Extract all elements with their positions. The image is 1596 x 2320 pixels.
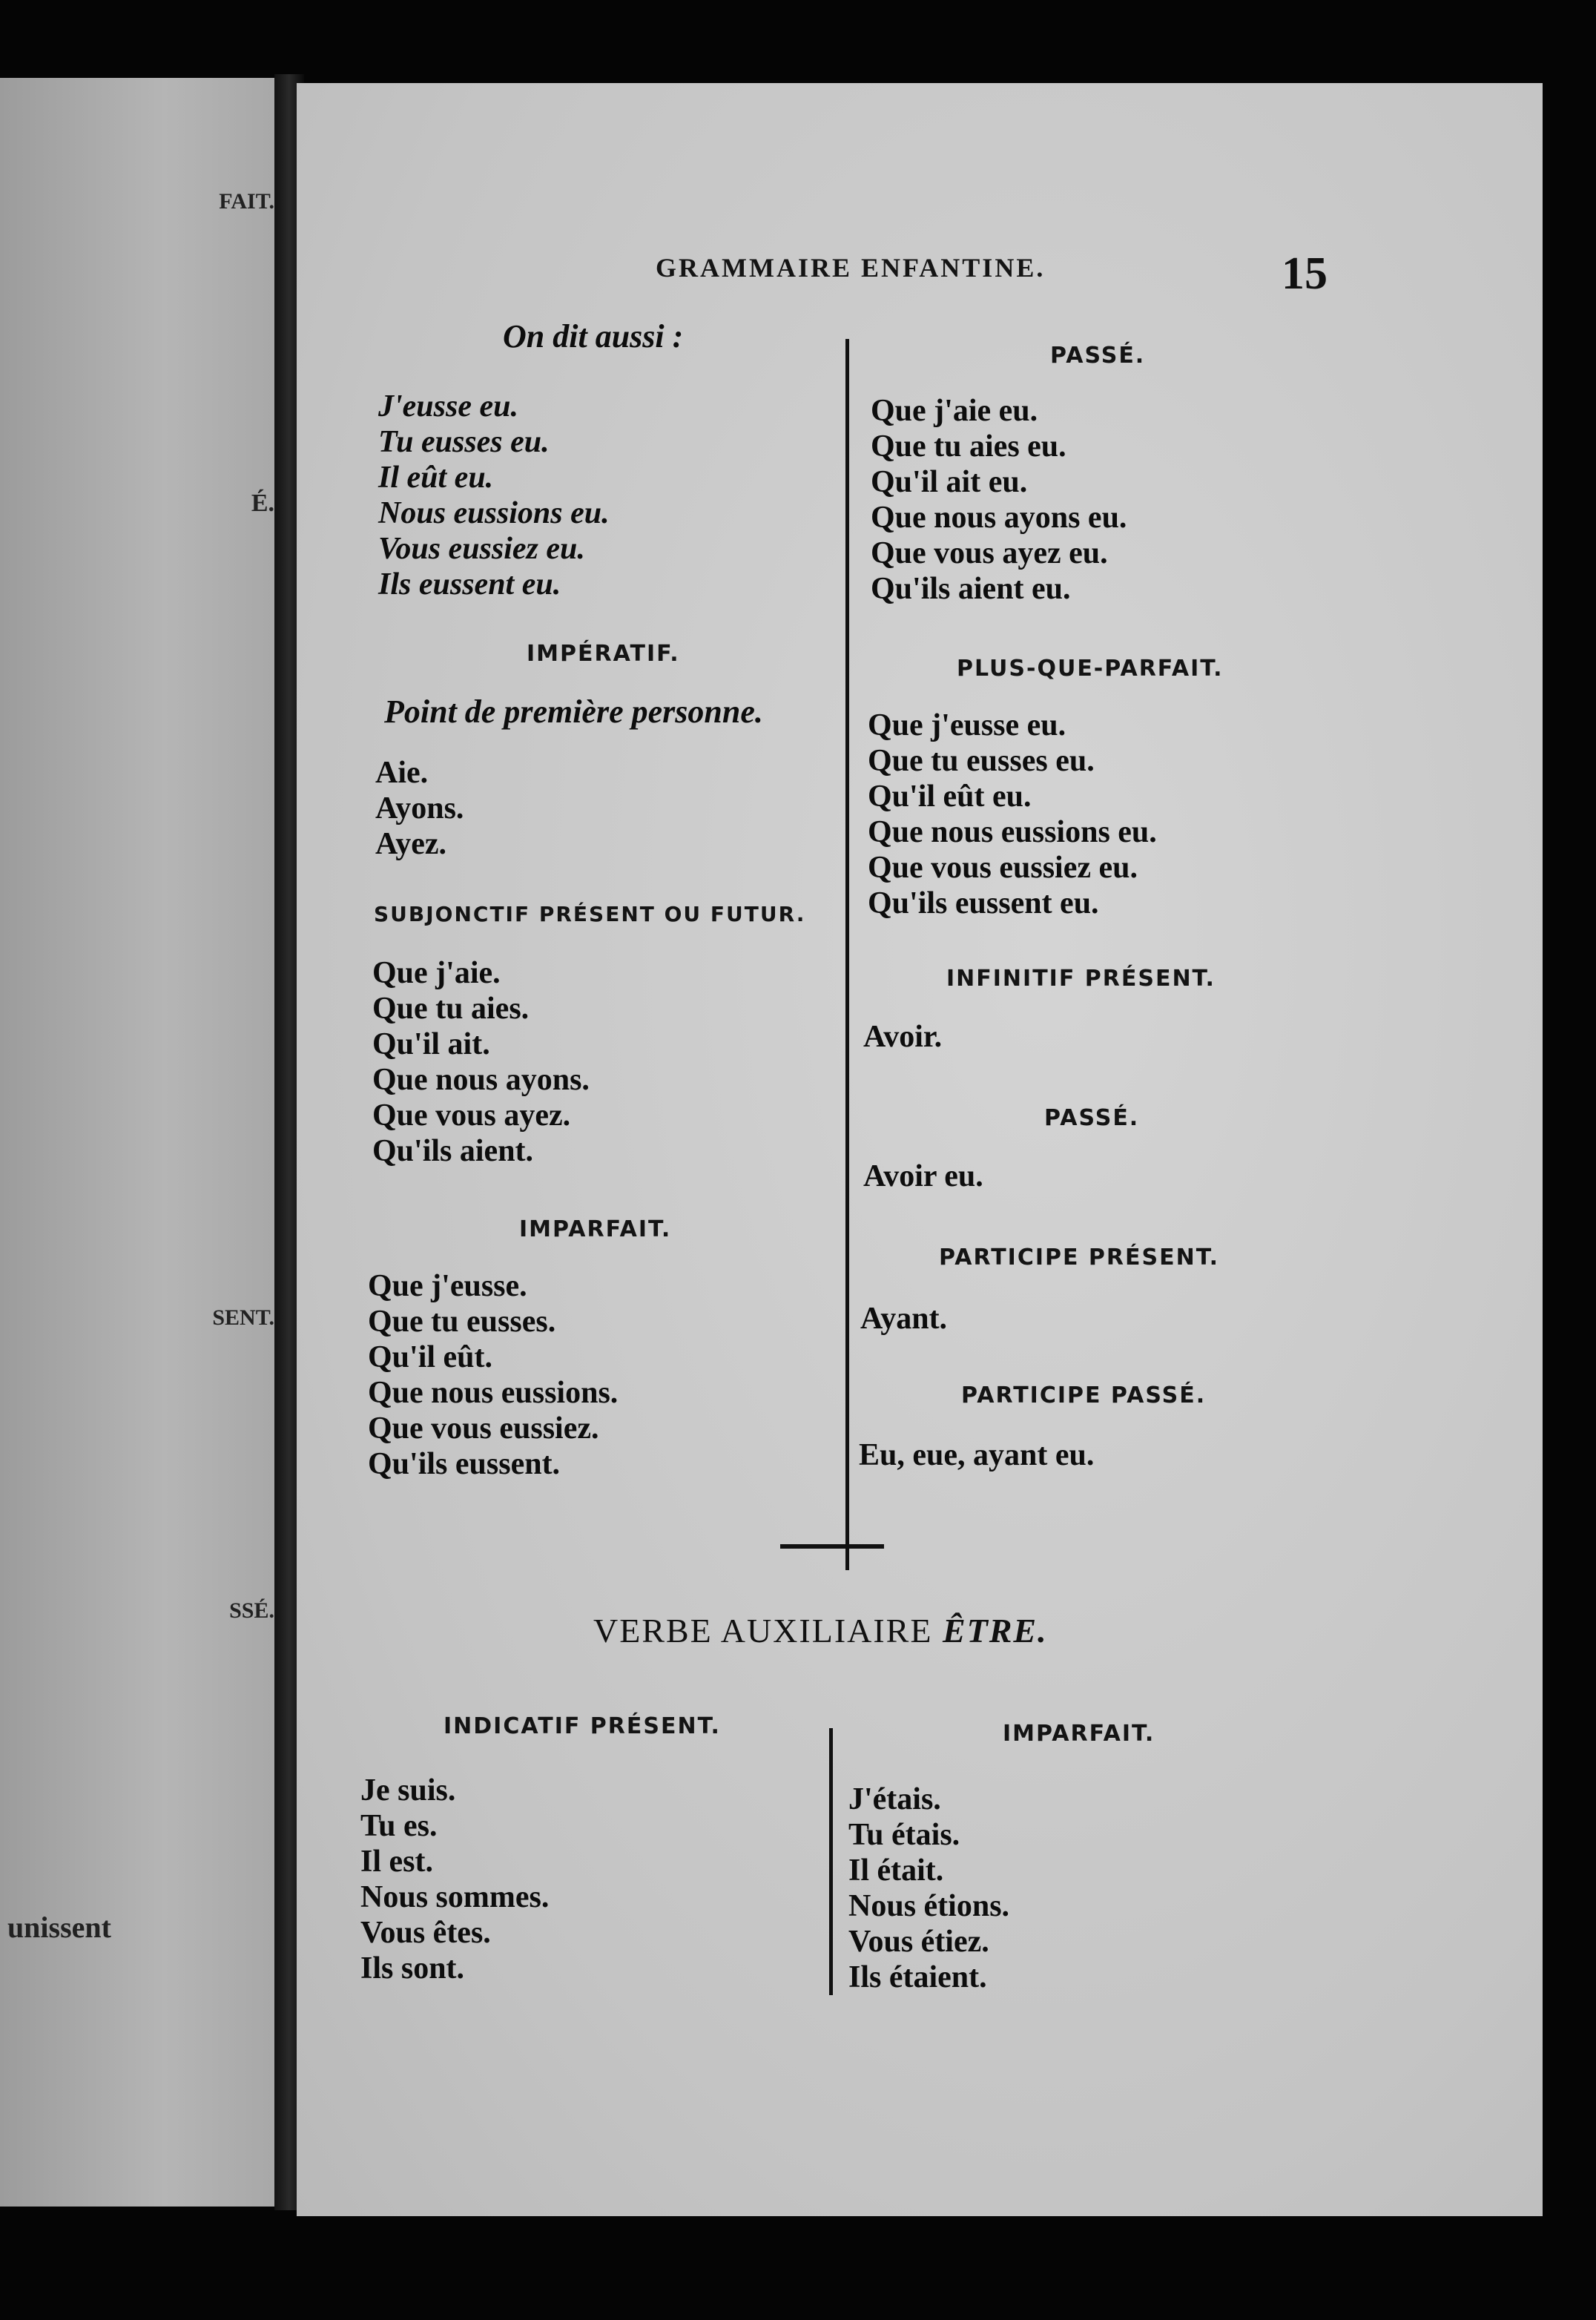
- conjugation-line: Qu'ils aient eu.: [871, 572, 1071, 606]
- conjugation-line: Nous eussions eu.: [378, 496, 610, 530]
- conjugation-line: Que nous eussions.: [368, 1376, 619, 1410]
- conjugation-line: Qu'ils eussent eu.: [868, 886, 1099, 920]
- conjugation-line: Ayons.: [375, 791, 464, 825]
- left-fragment: SENT.: [212, 1305, 274, 1330]
- section-title-verb: ÊTRE.: [942, 1612, 1048, 1650]
- left-fragment: SSÉ.: [229, 1598, 274, 1623]
- left-fragment: É.: [251, 490, 274, 517]
- left-fragment: FAIT.: [219, 189, 274, 214]
- conjugation-line: Tu eusses eu.: [378, 425, 550, 459]
- conjugation-line: Ils sont.: [360, 1951, 465, 1985]
- conjugation-line: Que j'aie.: [372, 956, 501, 990]
- imperatif-heading: IMPÉRATIF.: [527, 641, 680, 667]
- conjugation-line: Vous étiez.: [848, 1925, 989, 1959]
- imparfait-heading: IMPARFAIT.: [519, 1216, 672, 1242]
- conjugation-line: Vous êtes.: [360, 1916, 491, 1950]
- conjugation-line: Que tu aies.: [372, 992, 530, 1026]
- conjugation-line: Que nous ayons.: [372, 1063, 590, 1097]
- imperatif-list: [375, 755, 464, 862]
- on-dit-aussi-heading: On dit aussi :: [503, 318, 684, 355]
- conjugation-line: Il est.: [360, 1845, 433, 1879]
- conjugation-line: Que nous eussions eu.: [868, 815, 1157, 849]
- conjugation-line: Que j'aie eu.: [871, 394, 1038, 428]
- etre-imparfait-heading: IMPARFAIT.: [1003, 1721, 1155, 1747]
- conjugation-line: J'étais.: [848, 1782, 941, 1816]
- page-number: 15: [1282, 248, 1328, 299]
- conjugation-line: Que j'eusse.: [368, 1269, 527, 1303]
- conjugation-line: Que tu aies eu.: [871, 429, 1066, 464]
- infinitif-present-form: Avoir.: [863, 1020, 943, 1054]
- plus-que-parfait-list: [868, 708, 1157, 921]
- column-divider: [845, 339, 849, 1570]
- conjugation-line: Aie.: [375, 756, 429, 790]
- conjugation-line: Que j'eusse eu.: [868, 708, 1066, 742]
- book-page: [297, 83, 1543, 2216]
- plus-que-parfait-heading: PLUS-QUE-PARFAIT.: [957, 656, 1224, 682]
- infinitif-present-heading: INFINITIF PRÉSENT.: [946, 966, 1216, 992]
- conjugation-line: Qu'ils eussent.: [368, 1447, 561, 1481]
- participe-present-form: Ayant.: [860, 1302, 948, 1336]
- conjugation-line: Il était.: [848, 1853, 944, 1888]
- participe-passe-heading: PARTICIPE PASSÉ.: [961, 1383, 1207, 1408]
- passe-list: [871, 393, 1127, 607]
- left-fragment: unissent: [7, 1911, 111, 1944]
- column-divider: [829, 1728, 833, 1995]
- conjugation-line: Qu'il eût.: [368, 1340, 493, 1374]
- passe-heading: PASSÉ.: [1050, 343, 1146, 369]
- conjugation-line: Tu étais.: [848, 1818, 960, 1852]
- section-title-prefix: VERBE AUXILIAIRE: [593, 1612, 943, 1650]
- conjugation-line: Que vous eussiez.: [368, 1411, 599, 1446]
- conjugation-line: Ils eussent eu.: [378, 567, 561, 602]
- infinitif-passe-form: Avoir eu.: [863, 1159, 983, 1193]
- conjugation-line: Nous étions.: [848, 1889, 1010, 1923]
- conjugation-line: Que vous ayez eu.: [871, 536, 1108, 570]
- conjugation-line: Qu'il ait eu.: [871, 465, 1028, 499]
- conjugation-line: Qu'il ait.: [372, 1027, 490, 1061]
- section-title: [593, 1611, 1048, 1650]
- left-facing-page: [0, 78, 274, 2207]
- conjugation-line: Nous sommes.: [360, 1880, 550, 1914]
- conjugation-line: Ils étaient.: [848, 1960, 987, 1994]
- conjugation-line: Que tu eusses.: [368, 1305, 556, 1339]
- conjugation-line: J'eusse eu.: [378, 389, 518, 424]
- conjugation-line: Tu es.: [360, 1809, 438, 1843]
- indicatif-present-list: [360, 1773, 549, 1986]
- subjonctif-list: [372, 955, 590, 1169]
- conjugation-line: Que nous ayons eu.: [871, 501, 1127, 535]
- indicatif-present-heading: INDICATIF PRÉSENT.: [443, 1713, 721, 1739]
- conjugation-line: Ayez.: [375, 827, 446, 861]
- conjugation-line: Je suis.: [360, 1773, 456, 1807]
- conjugation-line: Que tu eusses eu.: [868, 744, 1095, 778]
- conjugation-line: Qu'il eût eu.: [868, 780, 1032, 814]
- running-title: GRAMMAIRE ENFANTINE.: [656, 253, 1046, 283]
- on-dit-aussi-list: [378, 389, 610, 602]
- subjonctif-heading: SUBJONCTIF PRÉSENT OU FUTUR.: [374, 902, 806, 926]
- conjugation-line: Il eût eu.: [378, 461, 494, 495]
- infinitif-passe-heading: PASSÉ.: [1044, 1105, 1140, 1131]
- participe-present-heading: PARTICIPE PRÉSENT.: [939, 1245, 1220, 1271]
- conjugation-line: Que vous ayez.: [372, 1098, 571, 1133]
- imperatif-note: Point de première personne.: [384, 693, 763, 730]
- ornament-rule: [780, 1544, 884, 1549]
- participe-passe-form: Eu, eue, ayant eu.: [859, 1438, 1095, 1472]
- imparfait-list: [368, 1268, 618, 1482]
- conjugation-line: Qu'ils aient.: [372, 1134, 534, 1168]
- conjugation-line: Que vous eussiez eu.: [868, 851, 1138, 885]
- etre-imparfait-list: [848, 1782, 1009, 1995]
- conjugation-line: Vous eussiez eu.: [378, 532, 585, 566]
